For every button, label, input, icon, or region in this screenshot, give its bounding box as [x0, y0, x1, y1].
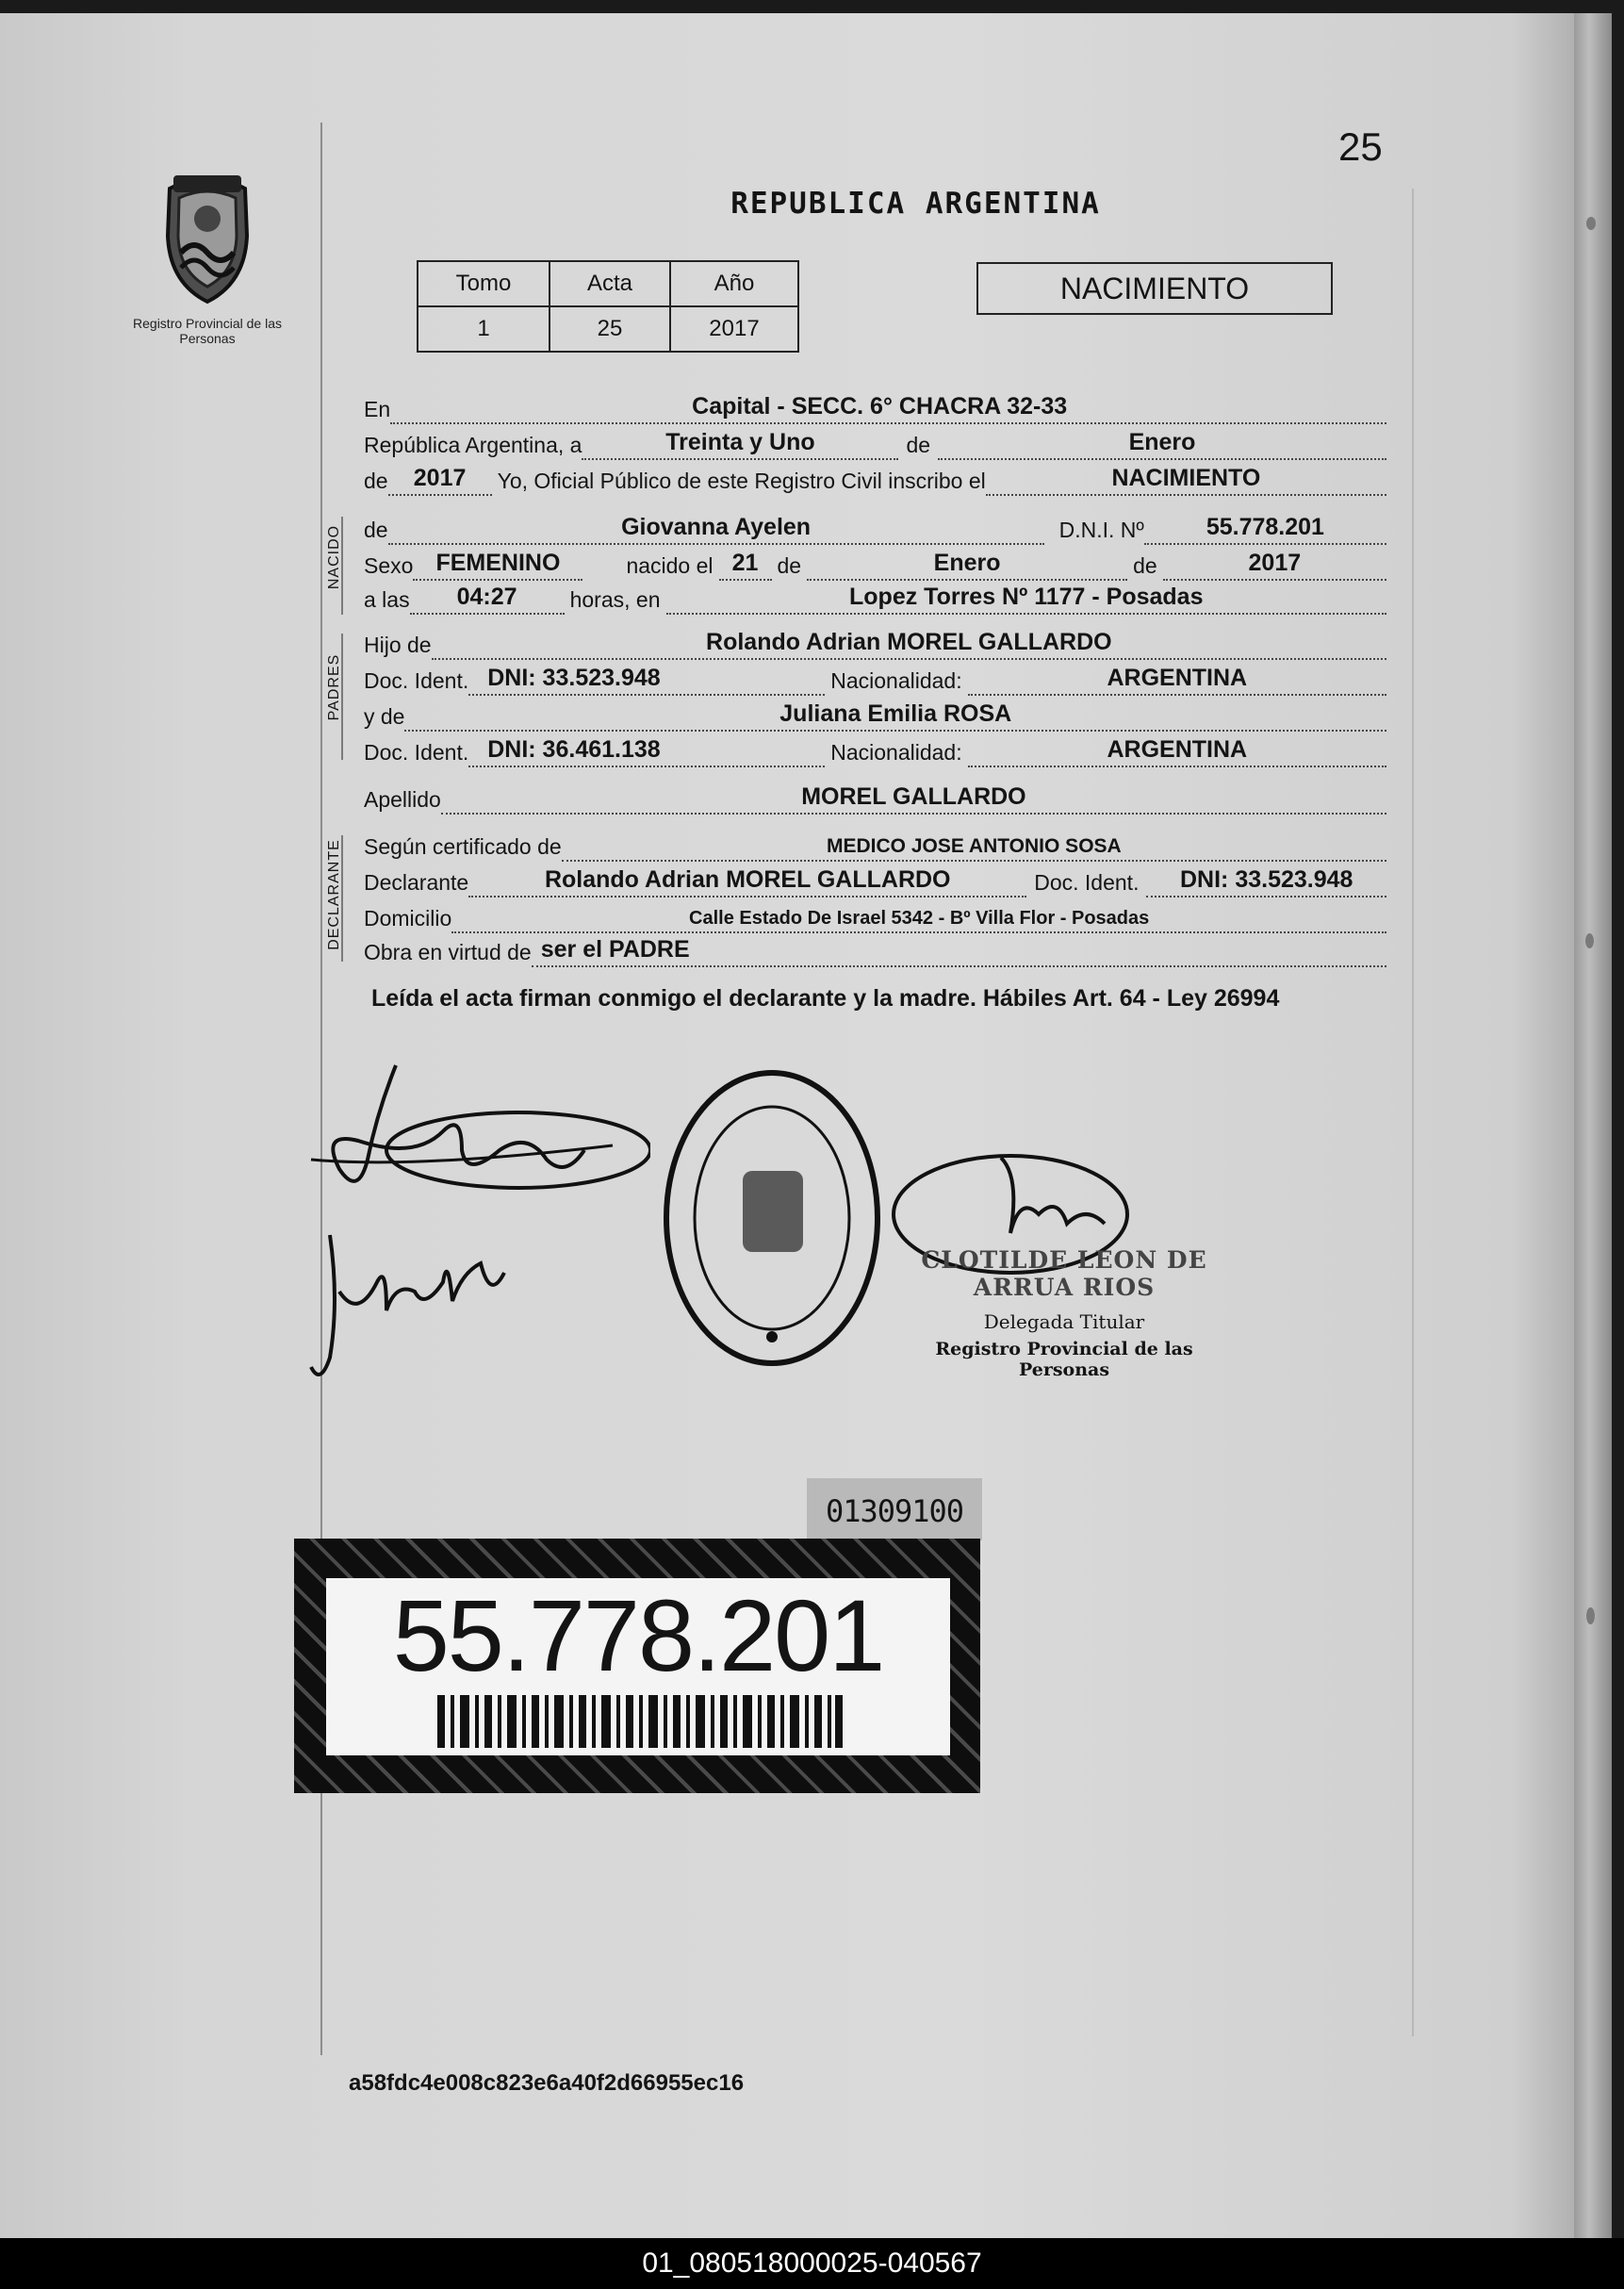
row-father-doc	[364, 660, 1386, 696]
value-obra: ser el PADRE	[540, 936, 690, 963]
official-name: CLOTILDE LEON DE ARRUA RIOS	[921, 1246, 1207, 1301]
row-obra	[364, 931, 1386, 967]
document-hash: a58fdc4e008c823e6a40f2d66955ec16	[349, 2070, 745, 2096]
security-sticker	[294, 1539, 980, 1793]
label-apellido: Apellido	[364, 787, 441, 812]
field-hour	[410, 581, 565, 615]
stamp-id: 01309100	[807, 1478, 982, 1540]
label-republica: República Argentina, a	[364, 433, 582, 457]
declarant-signature	[302, 1056, 650, 1226]
value-father-name: Rolando Adrian MOREL GALLARDO	[706, 629, 1112, 655]
row-republica	[364, 424, 1386, 460]
label-obra: Obra en virtud de	[364, 940, 532, 964]
label-certificado: Según certificado de	[364, 834, 562, 859]
label-en: En	[364, 397, 391, 421]
field-mother-name	[404, 698, 1386, 732]
sticker-number: 55.778.201	[392, 1578, 884, 1692]
row-nacido-name	[364, 509, 1386, 545]
label-y-de: y de	[364, 704, 405, 729]
field-inscribo	[986, 462, 1386, 496]
value-father-doc: DNI: 33.523.948	[487, 665, 661, 691]
page-number: 25	[1338, 124, 1383, 169]
row-declarante	[364, 862, 1386, 897]
value-place-of-registration: Capital - SECC. 6° CHACRA 32-33	[692, 393, 1068, 420]
field-year	[388, 462, 492, 496]
field-sexo	[413, 547, 582, 581]
row-apellido	[364, 779, 1386, 815]
header-tomo: Tomo	[418, 261, 550, 306]
field-day	[582, 426, 898, 460]
label-de: de	[906, 433, 931, 457]
value-day: Treinta y Uno	[665, 429, 815, 455]
row-sexo	[364, 545, 1386, 581]
logo-caption: Registro Provincial de las Personas	[133, 316, 282, 346]
label-de-name: de	[364, 518, 388, 542]
label-mother-doc: Doc. Ident.	[364, 740, 469, 765]
value-year: 2017	[413, 465, 467, 491]
value-declarante: Rolando Adrian MOREL GALLARDO	[544, 866, 951, 893]
row-certificado	[364, 826, 1386, 862]
value-acta: 25	[550, 306, 670, 352]
header-anio: Año	[670, 261, 798, 306]
value-inscribo: NACIMIENTO	[1111, 465, 1261, 491]
section-label-nacido: NACIDO	[326, 524, 342, 590]
label-declarante: Declarante	[364, 870, 469, 895]
field-father-name	[432, 626, 1386, 660]
section-label-padres: PADRES	[326, 653, 342, 721]
sticker-label	[326, 1578, 950, 1755]
registry-round-seal	[656, 1062, 888, 1375]
label-domicilio: Domicilio	[364, 906, 452, 930]
field-obra	[532, 933, 1386, 967]
value-mother-name: Juliana Emilia ROSA	[779, 700, 1012, 727]
official-role: Delegada Titular	[983, 1310, 1145, 1333]
value-sexo: FEMENINO	[435, 550, 561, 576]
book-page-edge	[1574, 13, 1612, 2238]
value-father-nationality: ARGENTINA	[1107, 665, 1248, 691]
official-stamp	[890, 1246, 1239, 1380]
value-birth-day: 21	[731, 550, 759, 576]
label-de4: de	[1133, 553, 1157, 578]
label-hijo-de: Hijo de	[364, 633, 432, 657]
field-birth-day	[719, 547, 772, 581]
right-margin-line	[1412, 189, 1414, 2036]
field-mother-nationality	[968, 733, 1386, 767]
value-month: Enero	[1128, 429, 1196, 455]
field-apellido	[441, 781, 1386, 815]
value-child-name: Giovanna Ayelen	[621, 514, 812, 540]
field-declarante	[468, 864, 1026, 897]
value-tomo: 1	[418, 306, 550, 352]
footer-bar	[0, 2238, 1624, 2289]
official-org: Registro Provincial de las Personas	[935, 1339, 1193, 1380]
row-domicilio	[364, 897, 1386, 933]
label-father-nationality: Nacionalidad:	[830, 668, 962, 693]
field-birth-month	[807, 547, 1127, 581]
row-hora	[364, 579, 1386, 615]
label-declarante-doc: Doc. Ident.	[1034, 870, 1140, 895]
binding-speck	[1586, 1607, 1595, 1624]
value-apellido: MOREL GALLARDO	[801, 783, 1026, 810]
field-birth-year	[1163, 547, 1386, 581]
value-birth-year: 2017	[1248, 550, 1302, 576]
row-y-de	[364, 696, 1386, 732]
label-de3: de	[777, 553, 802, 578]
value-hour: 04:27	[456, 584, 517, 610]
value-birth-place: Lopez Torres Nº 1177 - Posadas	[849, 584, 1204, 610]
act-type-box: NACIMIENTO	[976, 262, 1333, 315]
header-acta: Acta	[550, 261, 670, 306]
field-child-name	[388, 511, 1044, 545]
table-header-row	[418, 261, 798, 306]
label-sexo: Sexo	[364, 553, 414, 578]
field-birth-place	[666, 581, 1387, 615]
label-inscribo: Yo, Oficial Público de este Registro Civil inscribo el	[497, 469, 986, 493]
value-certificado: MEDICO JOSE ANTONIO SOSA	[826, 835, 1122, 857]
label-a-las: a las	[364, 587, 410, 612]
barcode-icon	[437, 1695, 843, 1748]
table-value-row	[418, 306, 798, 352]
field-mother-doc	[468, 733, 825, 767]
field-month	[938, 426, 1386, 460]
label-nacido-el: nacido el	[626, 553, 714, 578]
field-domicilio	[451, 899, 1386, 933]
label-horas: horas, en	[569, 587, 661, 612]
section-label-declarante: DECLARANTE	[326, 839, 342, 950]
value-declarante-doc: DNI: 33.523.948	[1180, 866, 1353, 893]
row-mother-doc	[364, 732, 1386, 767]
document-title: REPUBLICA ARGENTINA	[730, 187, 1101, 221]
value-anio: 2017	[670, 306, 798, 352]
row-hijo-de	[364, 624, 1386, 660]
value-domicilio: Calle Estado De Israel 5342 - Bº Villa Flor - Posadas	[689, 908, 1150, 929]
label-mother-nationality: Nacionalidad:	[830, 740, 962, 765]
label-dni: D.N.I. Nº	[1058, 518, 1144, 542]
label-father-doc: Doc. Ident.	[364, 668, 469, 693]
field-declarante-doc	[1146, 864, 1386, 897]
field-place-of-registration	[390, 390, 1386, 424]
value-birth-month: Enero	[933, 550, 1001, 576]
row-en	[364, 388, 1386, 424]
field-certificado	[562, 828, 1386, 862]
mother-signature	[302, 1226, 547, 1395]
registry-table	[417, 260, 799, 353]
closing-text: Leída el acta firman conmigo el declarante y la madre. Hábiles Art. 64 - Ley 26994	[371, 985, 1280, 1012]
value-mother-nationality: ARGENTINA	[1107, 736, 1248, 763]
label-de2: de	[364, 469, 388, 493]
value-mother-doc: DNI: 36.461.138	[487, 736, 661, 763]
binding-speck	[1585, 933, 1594, 948]
field-father-doc	[468, 662, 825, 696]
value-child-dni: 55.778.201	[1206, 514, 1324, 540]
field-child-dni	[1144, 511, 1386, 545]
footer-id: 01_080518000025-040567	[642, 2248, 982, 2279]
row-year	[364, 460, 1386, 496]
field-father-nationality	[968, 662, 1386, 696]
